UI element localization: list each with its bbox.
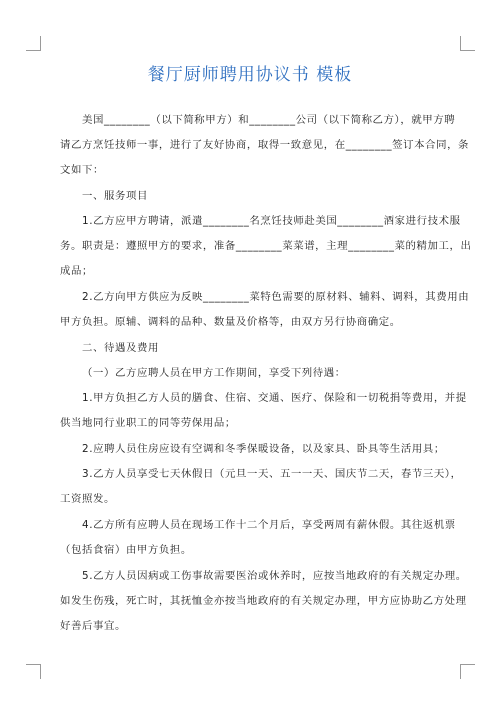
paragraph-line: 2.应聘人员住房应设有空调和冬季保暖设备，以及家具、卧具等生活用具； [82, 443, 445, 455]
subsection-heading: （一）乙方应聘人员在甲方工作期间，享受下列待遇： [82, 367, 346, 379]
paragraph-line: 务。职责是：遵照甲方的要求，准备________菜菜谱，主理________菜的精加工，出 [60, 240, 472, 252]
paragraph-line: 甲方负担。原辅、调料的品种、数量及价格等，由双方另行协商确定。 [60, 316, 401, 328]
document-title: 餐厅厨师聘用协议书 模板 [147, 65, 353, 85]
paragraph-line: 供当地同行业职工的同等劳保用品； [60, 417, 236, 429]
paragraph-line: 1.甲方负担乙方人员的膳食、住宿、交通、医疗、保险和一切税捐等费用，并提 [82, 392, 467, 404]
paragraph-line: 5.乙方人员因病或工伤事故需要医治或休养时，应按当地政府的有关规定办理。 [82, 570, 467, 582]
crop-mark-top-left [26, 36, 41, 51]
crop-mark-bottom-right [460, 664, 475, 679]
paragraph-line: 文如下： [60, 164, 104, 176]
paragraph-line: 工资照发。 [60, 493, 115, 505]
paragraph-line: 请乙方烹饪技师一事，进行了友好协商，取得一致意见，在________签订本合同，条 [60, 139, 470, 151]
paragraph-line: 美国________（以下简称甲方）和________公司（以下简称乙方），就甲方聘 [82, 114, 456, 126]
paragraph-line: （包括食宿）由甲方负担。 [60, 544, 192, 556]
paragraph-line: 好善后事宜。 [60, 620, 126, 632]
paragraph-line: 1.乙方应甲方聘请，派遣________名烹饪技师赴美国________酒家进行技术服 [82, 215, 461, 227]
crop-mark-top-right [460, 36, 475, 51]
paragraph-line: 如发生伤残，死亡时，其抚恤金亦按当地政府的有关规定办理，甲方应协助乙方处理 [60, 595, 467, 607]
paragraph-line: 成品； [60, 265, 93, 277]
paragraph-line: 3.乙方人员享受七天休假日（元旦一天、五一一天、国庆节二天，春节三天）， [82, 468, 462, 480]
crop-mark-bottom-left [26, 664, 41, 679]
section-heading: 二、待遇及费用 [82, 342, 159, 354]
paragraph-line: 2.乙方向甲方供应为反映________菜特色需要的原材料、辅料、调料，其费用由 [82, 291, 470, 303]
section-heading: 一、服务项目 [82, 190, 148, 202]
paragraph-line: 4.乙方所有应聘人员在现场工作十二个月后，享受两周有薪休假。其往返机票 [82, 519, 456, 531]
